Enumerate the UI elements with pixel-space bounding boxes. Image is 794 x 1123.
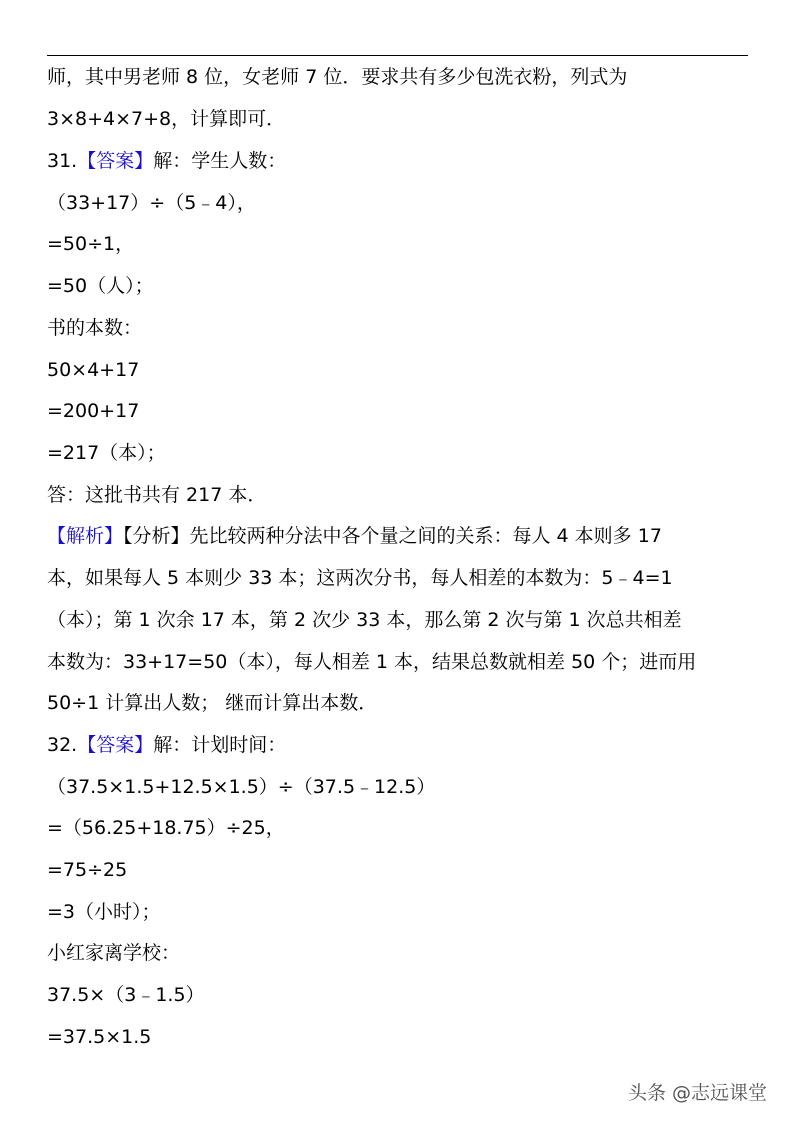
analysis-tag: 【解析】 (47, 525, 124, 547)
text-line: =（56.25+18.75）÷25， (47, 817, 285, 839)
text-line: 书的本数： (47, 317, 143, 339)
text-line: =37.5×1.5 (47, 1026, 152, 1048)
text-line: 答：这批书共有 217 本． (47, 484, 267, 506)
text-line: =200+17 (47, 400, 140, 422)
text-line: 50÷1 计算出人数； 继而计算出本数． (47, 692, 378, 714)
header-rule (47, 55, 748, 56)
text-line: =50÷1， (47, 233, 135, 255)
text-line: 本，如果每人 5 本则少 33 本；这两次分书，每人相差的本数为：5﹣4=1 (47, 567, 673, 589)
answer-tag: 【答案】 (77, 150, 154, 172)
text-line: 3×8+4×7+8，计算即可． (47, 108, 286, 130)
text-line: （37.5×1.5+12.5×1.5）÷（37.5﹣12.5） (47, 776, 436, 798)
question-number: 32. (47, 734, 78, 756)
text-line: 本数为：33+17=50（本），每人相差 1 本，结果总数就相差 50 个；进而用 (47, 651, 697, 673)
text-line: （本）；第 1 次余 17 本，第 2 次少 33 本，那么第 2 次与第 1 次总共相差 (47, 609, 682, 631)
text-line: （33+17）÷（5﹣4）， (47, 192, 256, 214)
answer-32-heading: 32.【答案】解：计划时间： (47, 734, 287, 756)
answer-31-heading: 31.【答案】解：学生人数： (47, 150, 287, 172)
text-line: 师，其中男老师 8 位，女老师 7 位．要求共有多少包洗衣粉，列式为 (47, 66, 628, 88)
text-line: =3（小时）； (47, 901, 161, 923)
analysis-heading: 【解析】【分析】先比较两种分法中各个量之间的关系：每人 4 本则多 17 (47, 525, 662, 547)
watermark: 头条 @志远课堂 (628, 1082, 768, 1104)
text-line: 37.5×（3﹣1.5） (47, 984, 205, 1006)
text-line: =50（人）； (47, 275, 154, 297)
text-line: 50×4+17 (47, 359, 140, 381)
text-line: =217（本）； (47, 442, 166, 464)
question-number: 31. (47, 150, 78, 172)
text-line: 小红家离学校： (47, 942, 181, 964)
answer-tag: 【答案】 (77, 734, 154, 756)
text-line: =75÷25 (47, 859, 128, 881)
